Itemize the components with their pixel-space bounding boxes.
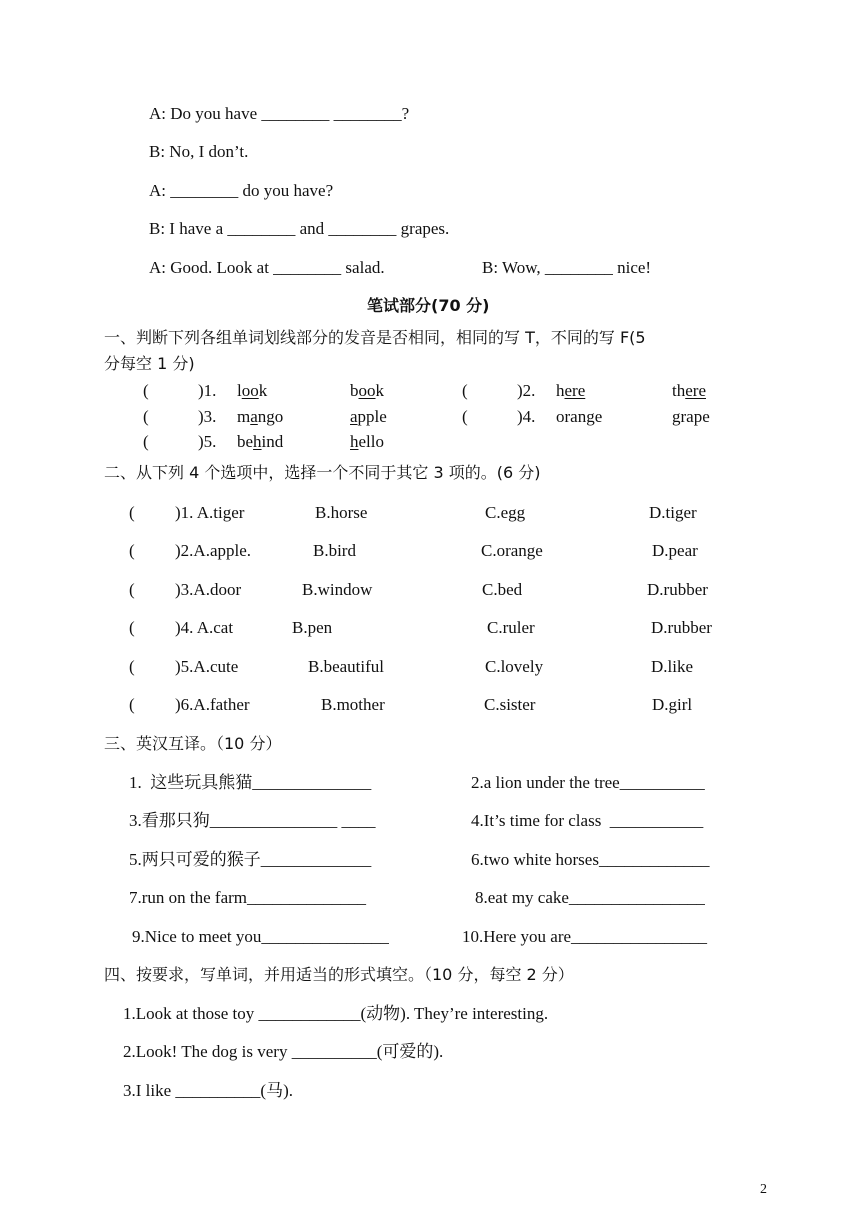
s1-item-4-paren: ( [462, 407, 468, 426]
s2-row-6-c: C.sister [484, 695, 536, 714]
s2-row-2-paren: ( [129, 541, 135, 560]
s1-item-4-word-1: orange [556, 407, 603, 426]
s2-row-3-a: )3.A.door [175, 580, 242, 599]
s1-item-4-num: )4. [517, 407, 536, 426]
s2-row-1-a: )1. A.tiger [175, 503, 245, 522]
dialogue-line-4: B: I have a ________ and ________ grapes. [149, 219, 450, 238]
s1-item-1-paren: ( [143, 381, 149, 400]
section-1-title-line-1: 一、判断下列各组单词划线部分的发音是否相同，相同的写 T，不同的写 F(5 [104, 328, 646, 347]
s2-row-2-a: )2.A.apple. [175, 541, 252, 560]
s1-item-1-word-1: look [237, 381, 268, 400]
dialogue-line-1: A: Do you have ________ ________? [149, 104, 410, 123]
s1-item-1-num: )1. [198, 381, 217, 400]
s2-row-1-b: B.horse [315, 503, 368, 522]
s2-row-2-b: B.bird [313, 541, 356, 560]
s3-row-5-right: 10.Here you are________________ [462, 927, 708, 946]
s2-row-4-a: )4. A.cat [175, 618, 234, 637]
s2-row-5-a: )5.A.cute [175, 657, 239, 676]
dialogue-line-5-reply: B: Wow, ________ nice! [482, 258, 652, 277]
s3-row-1-left: 1. 这些玩具熊猫______________ [129, 773, 372, 792]
s1-item-1-word-2: book [350, 381, 384, 400]
s4-item-2: 2.Look! The dog is very __________(可爱的). [123, 1042, 444, 1061]
s1-item-5-word-1: behind [237, 432, 284, 451]
s2-row-2-c: C.orange [481, 541, 543, 560]
s2-row-2-d: D.pear [652, 541, 698, 560]
s1-item-5-paren: ( [143, 432, 149, 451]
s1-item-3-paren: ( [143, 407, 149, 426]
s4-item-1: 1.Look at those toy ____________(动物). They’re interesting. [123, 1004, 549, 1023]
s3-row-5-left: 9.Nice to meet you_______________ [132, 927, 389, 946]
s1-item-4-word-2: grape [672, 407, 710, 426]
section-3-title: 三、英汉互译。（10 分） [104, 734, 282, 753]
s2-row-6-a: )6.A.father [175, 695, 250, 714]
s1-item-2-paren: ( [462, 381, 468, 400]
s2-row-4-d: D.rubber [651, 618, 712, 637]
s2-row-6-d: D.girl [652, 695, 693, 714]
s2-row-3-b: B.window [302, 580, 373, 599]
page-number: 2 [760, 1182, 767, 1197]
s2-row-6-paren: ( [129, 695, 135, 714]
s3-row-3-right: 6.two white horses_____________ [471, 850, 710, 869]
s2-row-4-paren: ( [129, 618, 135, 637]
s3-row-4-left: 7.run on the farm______________ [129, 888, 367, 907]
s4-item-3: 3.I like __________(马). [123, 1081, 293, 1100]
written-part-title: 笔试部分(70 分) [367, 296, 490, 315]
s1-item-5-num: )5. [198, 432, 217, 451]
s2-row-4-c: C.ruler [487, 618, 535, 637]
s3-row-2-right: 4.It’s time for class ___________ [471, 811, 704, 830]
s2-row-3-d: D.rubber [647, 580, 708, 599]
s3-row-3-left: 5.两只可爱的猴子_____________ [129, 850, 372, 869]
s2-row-5-d: D.like [651, 657, 694, 676]
s1-item-5-word-2: hello [350, 432, 384, 451]
dialogue-line-2: B: No, I don’t. [149, 142, 249, 161]
s2-row-1-paren: ( [129, 503, 135, 522]
dialogue-line-3: A: ________ do you have? [149, 181, 334, 200]
s2-row-3-c: C.bed [482, 580, 523, 599]
s2-row-3-paren: ( [129, 580, 135, 599]
s2-row-5-c: C.lovely [485, 657, 544, 676]
s2-row-5-b: B.beautiful [308, 657, 385, 676]
dialogue-line-5: A: Good. Look at ________ salad. [149, 258, 385, 277]
s1-item-2-word-1: here [556, 381, 586, 400]
s3-row-4-right: 8.eat my cake________________ [475, 888, 705, 907]
section-2-title: 二、从下列 4 个选项中，选择一个不同于其它 3 项的。(6 分) [104, 463, 541, 482]
s3-row-2-left: 3.看那只狗_______________ ____ [129, 811, 376, 830]
s2-row-4-b: B.pen [292, 618, 333, 637]
section-1-title-line-2: 分每空 1 分) [104, 354, 195, 373]
s2-row-5-paren: ( [129, 657, 135, 676]
s1-item-3-num: )3. [198, 407, 217, 426]
s2-row-6-b: B.mother [321, 695, 385, 714]
s1-item-3-word-2: apple [350, 407, 387, 426]
s1-item-2-word-2: there [672, 381, 706, 400]
section-4-title: 四、按要求，写单词，并用适当的形式填空。（10 分，每空 2 分） [104, 965, 574, 984]
s2-row-1-d: D.tiger [649, 503, 697, 522]
s2-row-1-c: C.egg [485, 503, 526, 522]
s1-item-3-word-1: mango [237, 407, 284, 426]
s1-item-2-num: )2. [517, 381, 536, 400]
s3-row-1-right: 2.a lion under the tree__________ [471, 773, 705, 792]
